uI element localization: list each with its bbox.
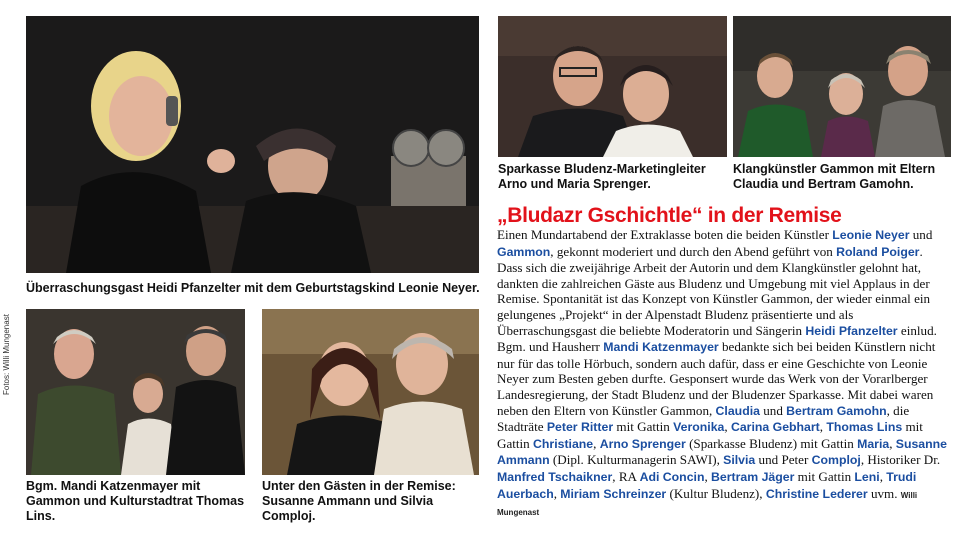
article-text: mit Gattin bbox=[794, 468, 855, 484]
name-christiane: Christiane bbox=[533, 436, 594, 451]
article-text: (Dipl. Kulturmanagerin SAWI), bbox=[549, 452, 724, 468]
name-comploj: Comploj bbox=[811, 453, 861, 468]
article-text: und bbox=[759, 402, 787, 418]
name-heidi-pfanzelter: Heidi Pfanzelter bbox=[805, 323, 898, 338]
name-peter-ritter: Peter Ritter bbox=[546, 420, 614, 435]
article-text: , bbox=[879, 468, 887, 484]
name-carina-gebhart: Carina Gebhart bbox=[730, 420, 820, 435]
article-text: , bbox=[819, 419, 827, 435]
photo-caption-stage: Überraschungsgast Heidi Pfanzelter mit dem Geburtstagskind Leonie Neyer. bbox=[26, 281, 480, 295]
article-text: , bbox=[889, 435, 896, 451]
name-miriam-schreinzer: Miriam Schreinzer bbox=[560, 486, 667, 501]
article-text: , bbox=[553, 485, 561, 501]
name-thomas-lins: Thomas Lins bbox=[826, 420, 903, 435]
article-text: mit Gattin bbox=[613, 419, 674, 435]
name-veronika: Veronika bbox=[673, 420, 725, 435]
article-text: , die Stadträte bbox=[497, 402, 910, 435]
photo-mayor-gammon-lins bbox=[26, 309, 245, 475]
name-bertram-jaeger: Bertram Jäger bbox=[711, 469, 795, 484]
name-susanne-ammann: Susanne Ammann bbox=[497, 436, 948, 468]
name-bertram-gamohn: Bertram Gamohn bbox=[786, 403, 887, 418]
name-gammon: Gammon bbox=[497, 244, 551, 259]
article-text: und bbox=[909, 227, 933, 242]
photo-caption-gammon-parents: Klangkünstler Gammon mit Eltern Claudia und Bertram Gamohn. bbox=[733, 162, 936, 191]
photo-sprenger-couple bbox=[498, 16, 727, 157]
article-text: , Historiker Dr. bbox=[860, 452, 941, 468]
article-text: einlud. Bgm. und Hausherr bbox=[497, 322, 937, 355]
article-text: , RA bbox=[612, 468, 640, 484]
name-roland-poiger: Roland Poiger bbox=[836, 244, 920, 259]
article-text: uvm. bbox=[867, 485, 901, 501]
article-text: mit Gattin bbox=[497, 419, 923, 451]
article-text: bedankte sich bei beiden Künstlern nicht nur für das tolle Hörbuch, sondern auch dafür, dass er eine Geschichte von Leonie Neyer zum Besten geben durfte. Gesponsert wurde das Werk von der Vorarlberger Landesregierung, der Stadt Bludenz und der Bludenzer Sparkasse. Mit dabei waren neben den Eltern von Künstler Gammon, bbox=[497, 339, 936, 418]
article-text: (Kultur Bludenz), bbox=[666, 485, 766, 501]
name-adi-concin: Adi Concin bbox=[639, 469, 705, 484]
photo-credit: Fotos: Willi Mungenast bbox=[2, 314, 11, 395]
name-leni: Leni bbox=[854, 469, 880, 484]
photo-stage-heidi-leonie bbox=[26, 16, 479, 273]
name-trudi-auerbach: Trudi Auerbach bbox=[497, 469, 917, 501]
name-manfred-tschaikner: Manfred Tschaikner bbox=[497, 469, 613, 484]
name-mandi-katzenmayer: Mandi Katzenmayer bbox=[603, 340, 719, 355]
name-claudia: Claudia bbox=[715, 403, 760, 418]
article-text: . Dass sich die zweijährige Arbeit der Autorin und dem Klangkünstler gelohnt hat, dankten die zahlreichen Gäste aus Bludenz und Umgebung mit viel Applaus in der Remise. Spontanität ist das Konzept von Künstler Gammon, der wieder einmal ein gelungenes „Projekt“ in der Alpenstadt Bludenz präsentierte und als Überraschungsgast die beliebte Moderatorin und Sängerin bbox=[497, 243, 931, 338]
article-text: , bbox=[704, 468, 712, 484]
article-author: Willi Mungenast bbox=[497, 490, 918, 518]
photo-caption-sprenger: Sparkasse Bludenz-Marketingleiter Arno und Maria Sprenger. bbox=[498, 162, 706, 191]
photo-caption-mayor: Bgm. Mandi Katzenmayer mit Gammon und Kulturstadtrat Thomas Lins. bbox=[26, 479, 245, 523]
article-text: , gekonnt moderiert und durch den Abend geführt von bbox=[550, 243, 837, 259]
article-headline: „Bludazr Gschichtle“ in der Remise bbox=[497, 204, 842, 227]
article-text: (Sparkasse Bludenz) mit Gattin bbox=[685, 435, 858, 451]
name-christine-lederer: Christine Lederer bbox=[765, 486, 868, 501]
article-text: , bbox=[724, 419, 731, 435]
article-body bbox=[497, 227, 949, 521]
article-text: Einen Mundartabend der Extraklasse boten die beiden Künstler bbox=[497, 227, 833, 242]
photo-caption-ammann: Unter den Gästen in der Remise: Susanne Ammann und Silvia Comploj. bbox=[262, 479, 456, 523]
name-silvia: Silvia bbox=[723, 453, 756, 468]
article-text: und Peter bbox=[755, 452, 812, 468]
name-leonie-neyer: Leonie Neyer bbox=[832, 228, 910, 242]
photo-ammann-comploj bbox=[262, 309, 479, 475]
name-arno-sprenger: Arno Sprenger bbox=[599, 436, 686, 451]
photo-gammon-parents bbox=[733, 16, 951, 157]
article-text: , bbox=[593, 435, 600, 451]
name-maria: Maria bbox=[857, 436, 890, 451]
